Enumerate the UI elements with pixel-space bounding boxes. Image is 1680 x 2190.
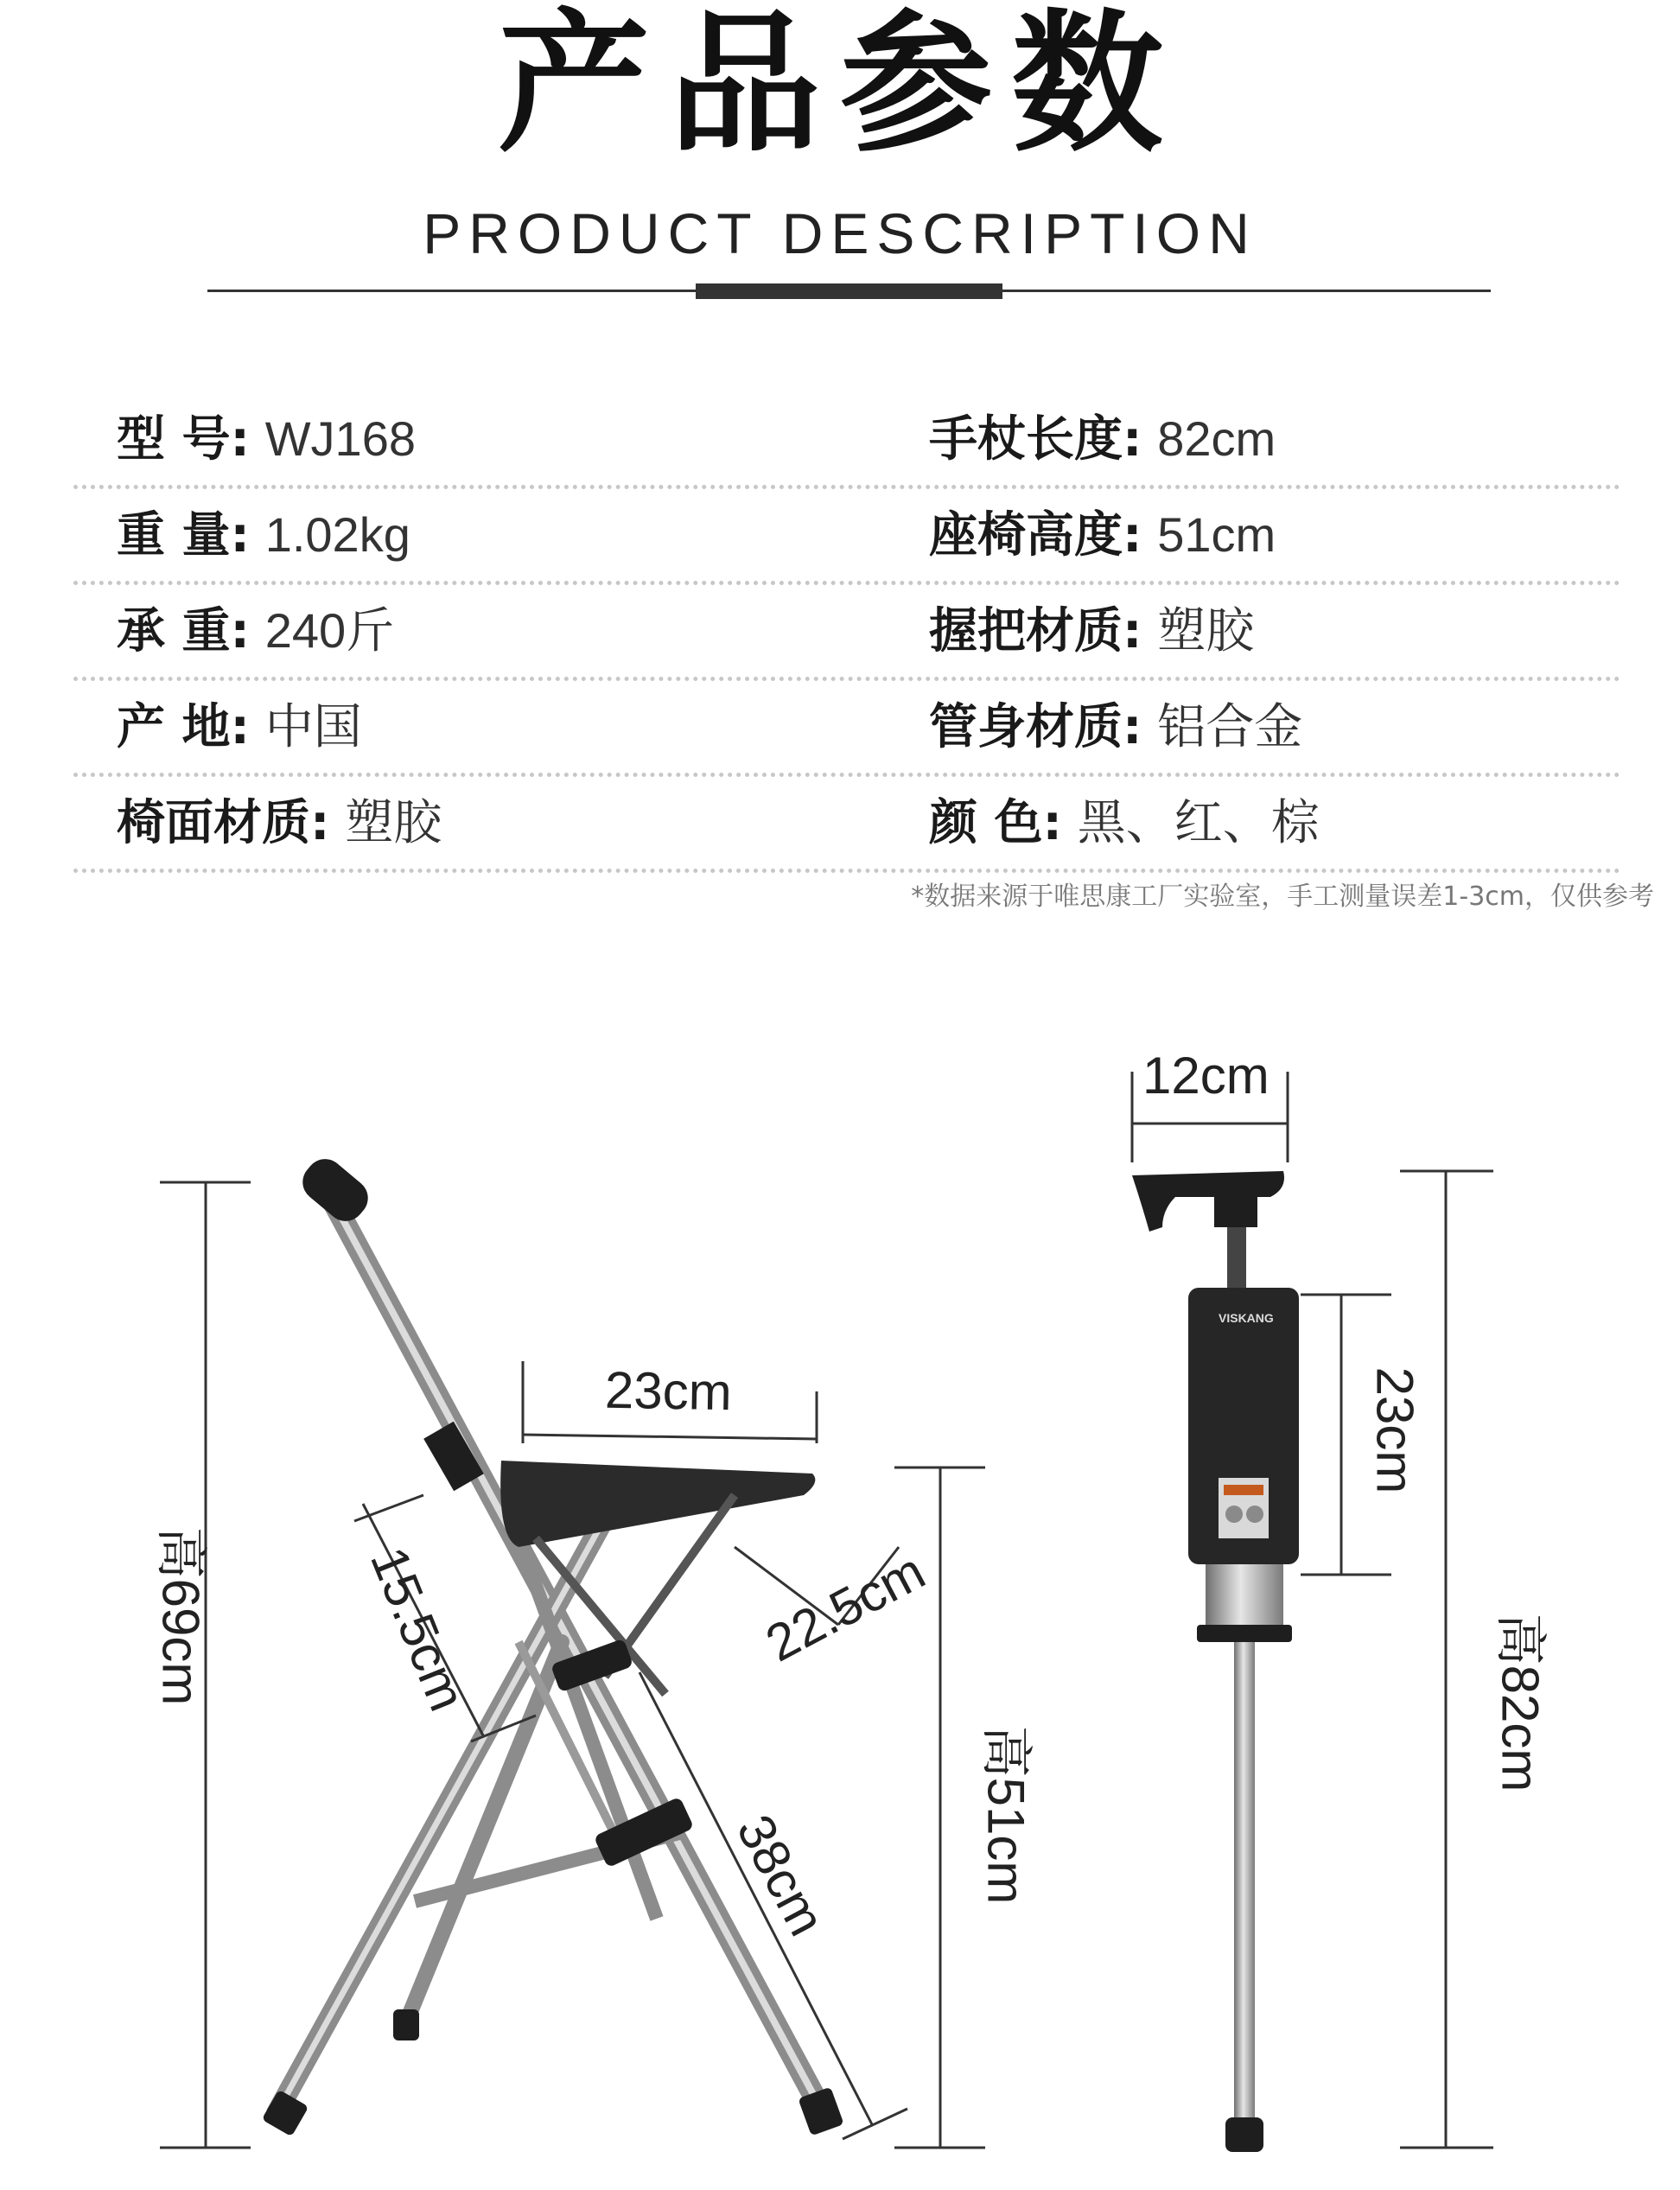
spec-value: 铝合金 bbox=[1157, 699, 1303, 754]
spec-value: WJ168 bbox=[264, 411, 416, 466]
seat-height-label: 高51cm bbox=[977, 1725, 1035, 1905]
spec-label: 座椅高度: bbox=[929, 507, 1142, 563]
cane-illustration bbox=[1132, 1171, 1299, 2152]
spec-value: 240斤 bbox=[264, 603, 395, 658]
seat-to-brace-label: 15.5cm bbox=[359, 1539, 477, 1719]
spec-value: 塑胶 bbox=[1157, 603, 1255, 658]
page-subtitle: PRODUCT DESCRIPTION bbox=[423, 201, 1257, 265]
spec-value: 82cm bbox=[1157, 411, 1276, 466]
spec-label: 产 地: bbox=[117, 699, 250, 755]
seat-width-label: 23cm bbox=[604, 1360, 733, 1422]
spec-label: 重 量: bbox=[117, 507, 250, 563]
chair-height-label: 高69cm bbox=[151, 1526, 210, 1706]
leg-length-label: 38cm bbox=[725, 1805, 837, 1945]
measurement-note: *数据来源于唯思康工厂实验室，手工测量误差1-3cm，仅供参考 bbox=[911, 882, 1654, 912]
spec-label: 管身材质: bbox=[929, 699, 1142, 755]
spec-value: 中国 bbox=[264, 699, 362, 754]
spec-label: 手杖长度: bbox=[929, 411, 1142, 468]
spec-value: 黑、红、棕 bbox=[1077, 795, 1320, 850]
brand-label: VISKANG bbox=[1219, 1311, 1274, 1325]
spec-value: 1.02kg bbox=[264, 507, 410, 562]
cane-dimension-lines bbox=[1132, 1072, 1493, 2148]
spec-label: 型 号: bbox=[117, 411, 250, 468]
handle-width-label: 12cm bbox=[1142, 1047, 1270, 1105]
body-height-label: 23cm bbox=[1365, 1366, 1424, 1494]
page-title: 产品参数 bbox=[497, 0, 1182, 173]
spec-value: 塑胶 bbox=[345, 795, 442, 850]
seat-depth-label: 22.5cm bbox=[756, 1541, 934, 1673]
spec-label: 颜 色: bbox=[929, 795, 1062, 851]
spec-value: 51cm bbox=[1157, 507, 1276, 562]
chair-illustration bbox=[262, 1151, 844, 2136]
spec-label: 椅面材质: bbox=[117, 795, 330, 851]
cane-length-label: 高82cm bbox=[1491, 1613, 1550, 1792]
spec-label: 承 重: bbox=[117, 603, 250, 659]
spec-label: 握把材质: bbox=[929, 603, 1142, 659]
